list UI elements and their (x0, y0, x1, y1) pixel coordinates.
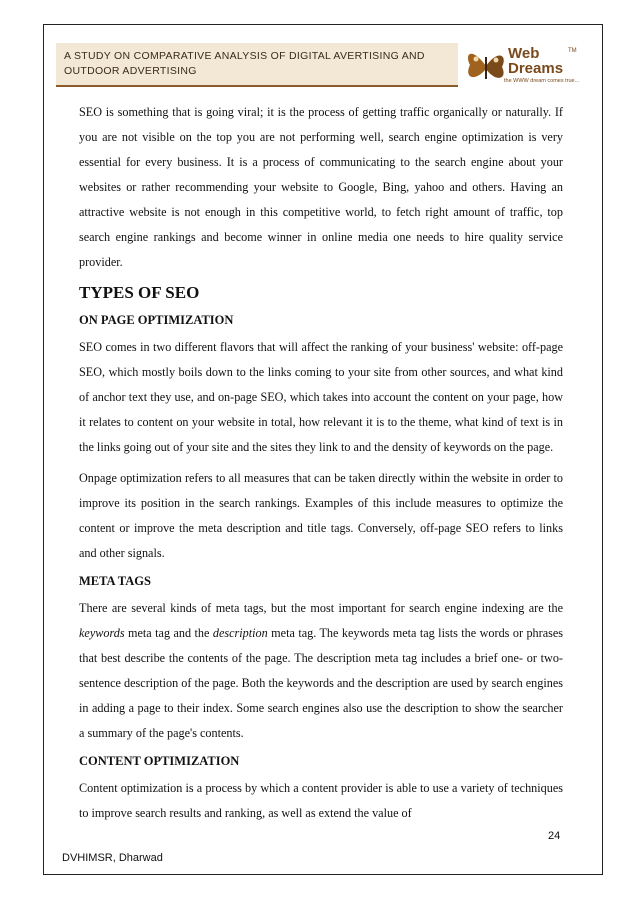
meta-tags-paragraph (79, 596, 563, 746)
page-header (56, 43, 584, 87)
page-content (79, 100, 563, 826)
logo-web-text: Web (508, 45, 540, 62)
web-dreams-logo (464, 43, 584, 89)
header-title: A STUDY ON COMPARATIVE ANALYSIS OF DIGITAL AVERTISING AND OUTDOOR ADVERTISING (64, 50, 425, 77)
logo-dreams-text: Dreams (508, 60, 564, 77)
logo-trademark: TM (568, 48, 577, 54)
page-number: 24 (548, 830, 561, 842)
meta-text-a: There are several kinds of meta tags, but the most important for search engine indexing are the (79, 601, 563, 615)
keywords-emphasis: keywords (79, 626, 125, 640)
logo-tagline: the WWW dream comes true... (504, 78, 580, 84)
header-band (56, 43, 458, 87)
on-page-optimization-heading: ON PAGE OPTIMIZATION (79, 313, 234, 327)
meta-tags-heading: META TAGS (79, 574, 151, 588)
meta-text-b: meta tag and the (124, 626, 213, 640)
intro-paragraph: SEO is something that is going viral; it is the process of getting traffic organically or naturally. If you are not visible on the top you are not performing well, search engine optimization is very essential for every business. It is a process of communicating to the search engine about your websites or rather recommending your website to Google, Bing, yahoo and others. Having an attractive website is not enough in this competitive world, to fetch right amount of traffic, top search engine rankings and become winner in online media one needs to hire quality service provider. (79, 105, 563, 269)
meta-text-c: meta tag. The keywords meta tag lists the words or phrases that best describe the contents of the page. The description meta tag includes a brief one- or two-sentence description of the page. Both the keywords and the description are used by search engines in adding a page to their index. Some search engines also use the description to show the searcher a summary of the page's contents. (79, 626, 564, 740)
content-optimization-heading: CONTENT OPTIMIZATION (79, 754, 240, 768)
butterfly-icon (464, 43, 508, 89)
types-of-seo-heading: TYPES OF SEO (79, 283, 200, 302)
content-optimization-paragraph: Content optimization is a process by which a content provider is able to use a variety of techniques to improve search results and ranking, as well as extend the value of (79, 781, 563, 820)
footer-institution: DVHIMSR, Dharwad (62, 852, 163, 864)
description-emphasis: description (212, 626, 268, 640)
on-page-paragraph-1: SEO comes in two different flavors that will affect the ranking of your business' website: off-page SEO, which mostly boils down to the links coming to your site from other sources, and what kind of anchor text they use, and on-page SEO, which takes into account the content on your page, how it relates to content on your website in total, how relevant it is to the theme, what kind of text is in the links going out of your site and the sites they link to and the density of keywords on the page. (79, 340, 563, 454)
on-page-paragraph-2: Onpage optimization refers to all measures that can be taken directly within the website in order to improve its position in the search rankings. Examples of this include measures to optimize the content or improve the meta description and title tags. Conversely, off-page SEO refers to links and other signals. (79, 471, 563, 560)
